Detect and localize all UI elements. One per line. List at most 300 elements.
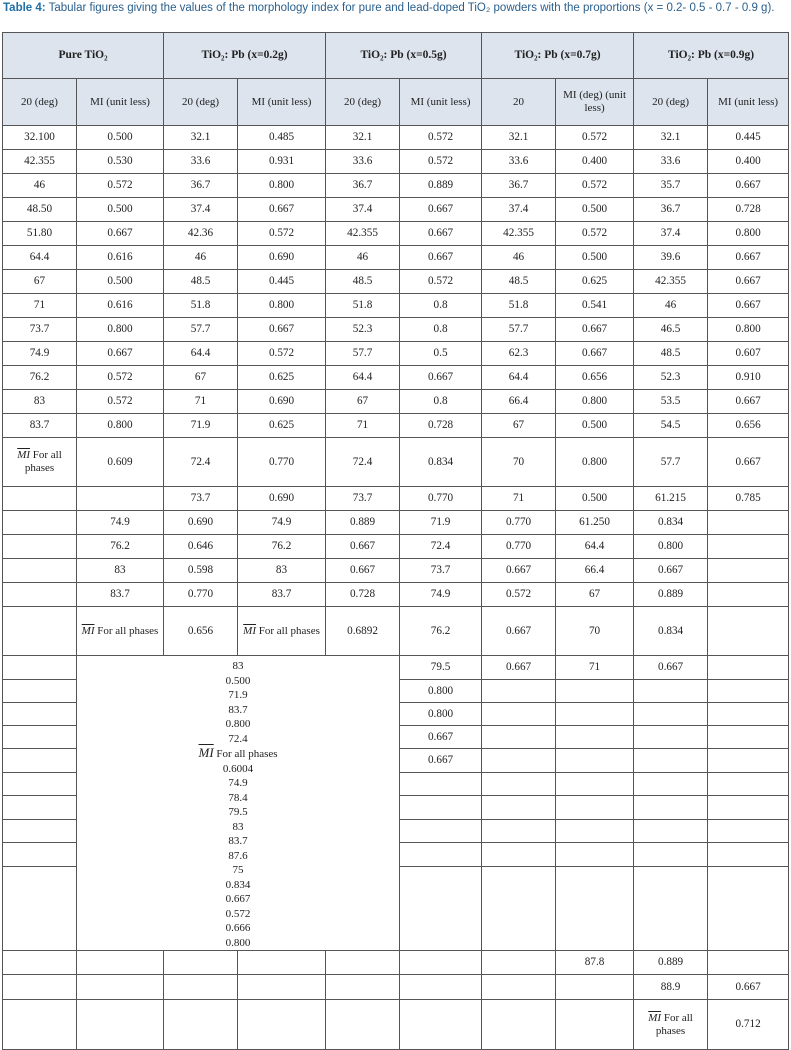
mi-all-phases-label	[238, 607, 326, 656]
table-cell	[634, 726, 708, 749]
table-cell: 0.667	[400, 366, 482, 390]
table-cell	[400, 975, 482, 1000]
table-cell: 70	[556, 607, 634, 656]
table-cell	[556, 680, 634, 703]
table-cell: 0.8	[400, 390, 482, 414]
table-cell	[482, 820, 556, 843]
subheader: 20 (deg)	[326, 79, 400, 126]
mi-label-text: For all phases	[97, 624, 159, 637]
stacked-value: 0.666	[225, 922, 251, 934]
table-cell: 67	[3, 270, 77, 294]
morphology-index-table	[2, 32, 789, 1050]
table-cell: 0.770	[400, 487, 482, 511]
table-cell: 73.7	[164, 487, 238, 511]
table-cell: 42.355	[482, 222, 556, 246]
table-cell	[400, 867, 482, 951]
table-cell: 0.445	[708, 126, 789, 150]
table-cell	[400, 1000, 482, 1050]
table-cell	[3, 773, 77, 796]
subheader: MI (unit less)	[400, 79, 482, 126]
table-cell: 0.667	[326, 535, 400, 559]
table-cell: 0.770	[164, 583, 238, 607]
table-cell	[238, 951, 326, 975]
table-cell: 83.7	[238, 583, 326, 607]
table-cell: 32.1	[164, 126, 238, 150]
table-cell: 79.5	[400, 656, 482, 680]
table-cell	[708, 749, 789, 773]
mi-summary-row	[3, 607, 789, 656]
table-cell: 37.4	[326, 198, 400, 222]
table-cell	[3, 703, 77, 726]
table-cell: 0.667	[400, 726, 482, 749]
table-cell	[3, 559, 77, 583]
table-cell: 0.800	[708, 222, 789, 246]
table-cell: 0.667	[708, 294, 789, 318]
table-cell	[482, 680, 556, 703]
table-cell: 0.625	[238, 366, 326, 390]
mi-all-phases-label	[77, 607, 164, 656]
table-cell	[77, 487, 164, 511]
table-cell: 0.500	[77, 126, 164, 150]
table-cell: 0.572	[238, 342, 326, 366]
table-cell	[556, 867, 634, 951]
subheader: 20 (deg)	[634, 79, 708, 126]
table-cell	[708, 867, 789, 951]
table-cell: 74.9	[400, 583, 482, 607]
stacked-value: 75	[232, 864, 244, 876]
table-cell: 0.667	[708, 174, 789, 198]
table-cell: 57.7	[164, 318, 238, 342]
table-cell: 0.500	[77, 198, 164, 222]
table-cell: 0.770	[482, 535, 556, 559]
table-cell: 0.625	[556, 270, 634, 294]
table-cell: 0.690	[238, 390, 326, 414]
table-cell	[482, 1000, 556, 1050]
table-cell: 0.667	[708, 270, 789, 294]
table-row	[3, 126, 789, 150]
table-cell: 83.7	[77, 583, 164, 607]
stacked-value: 72.4	[228, 732, 248, 745]
caption-text: Tabular figures giving the values of the morphology index for pure and lead-doped TiO₂ powders with the proportions (x = 0.2- 0.5 - 0.7 - 0.9 g).	[48, 2, 775, 14]
table-cell: 0.667	[400, 749, 482, 773]
table-row	[3, 559, 789, 583]
table-cell	[708, 951, 789, 975]
table-cell	[3, 951, 77, 975]
table-cell: 42.355	[634, 270, 708, 294]
table-cell: 0.889	[326, 511, 400, 535]
table-cell: 46	[482, 246, 556, 270]
subheader: MI (deg) (unit less)	[556, 79, 634, 126]
table-cell: 0.800	[556, 390, 634, 414]
table-cell	[77, 1000, 164, 1050]
table-cell: 36.7	[482, 174, 556, 198]
table-cell	[556, 796, 634, 820]
stacked-value: 71.9	[228, 689, 248, 701]
table-cell	[164, 975, 238, 1000]
table-cell: 0.690	[238, 487, 326, 511]
table-cell: 33.6	[634, 150, 708, 174]
table-cell: 61.250	[556, 511, 634, 535]
table-row	[3, 535, 789, 559]
table-cell: 0.690	[164, 511, 238, 535]
table-cell: 48.5	[482, 270, 556, 294]
table-cell: 52.3	[634, 366, 708, 390]
mi-label-text: For all phases	[24, 449, 62, 474]
table-cell: 46.5	[634, 318, 708, 342]
stacked-value: 0.834	[225, 878, 251, 891]
stacked-values	[77, 656, 400, 951]
table-cell: 76.2	[400, 607, 482, 656]
stacked-value: 87.6	[228, 849, 248, 862]
table-cell: 33.6	[164, 150, 238, 174]
table-cell: 71.9	[164, 414, 238, 438]
table-cell: 0.572	[77, 390, 164, 414]
table-cell: 0.690	[238, 246, 326, 270]
table-cell: 0.889	[634, 951, 708, 975]
table-cell: 0.616	[77, 294, 164, 318]
table-cell: 0.572	[400, 126, 482, 150]
table-cell: 67	[326, 390, 400, 414]
stacked-value: 83.7	[228, 703, 248, 716]
table-row	[3, 342, 789, 366]
table-cell	[3, 726, 77, 749]
table-row	[3, 318, 789, 342]
table-cell: 46	[634, 294, 708, 318]
table-cell: 32.1	[326, 126, 400, 150]
table-cell	[164, 1000, 238, 1050]
table-cell: 0.728	[326, 583, 400, 607]
table-cell: 0.607	[708, 342, 789, 366]
stacked-value: 0.667	[225, 893, 251, 905]
table-cell	[708, 820, 789, 843]
table-cell: 64.4	[164, 342, 238, 366]
table-cell: 0.400	[708, 150, 789, 174]
table-cell: 32.1	[482, 126, 556, 150]
table-cell: 66.4	[482, 390, 556, 414]
table-cell	[400, 796, 482, 820]
table-cell: 0.572	[400, 150, 482, 174]
table-cell: 0.770	[238, 438, 326, 487]
table-cell: 67	[482, 414, 556, 438]
table-cell: 42.355	[3, 150, 77, 174]
table-cell: 0.667	[326, 559, 400, 583]
mi-symbol: $\overline{MI}$	[648, 1011, 662, 1024]
table-cell: 76.2	[77, 535, 164, 559]
table-cell: 0.667	[238, 198, 326, 222]
mi-label-text: For all phases	[258, 624, 320, 637]
header-x09: TiO₂: Pb (x=0.9g)	[634, 33, 789, 79]
table-cell: 76.2	[3, 366, 77, 390]
table-cell: 0.667	[556, 318, 634, 342]
table-cell: 0.646	[164, 535, 238, 559]
header-group-row	[3, 33, 789, 79]
table-row	[3, 951, 789, 975]
table-cell: 0.667	[238, 318, 326, 342]
stacked-value: 83	[232, 660, 244, 672]
table-cell: 0.800	[400, 680, 482, 703]
table-cell: 74.9	[77, 511, 164, 535]
table-cell: 0.8	[400, 318, 482, 342]
table-cell: 51.8	[326, 294, 400, 318]
table-cell: 0.6892	[326, 607, 400, 656]
stacked-value: 0.800	[225, 936, 251, 949]
table-cell: 0.834	[634, 511, 708, 535]
table-cell: 37.4	[164, 198, 238, 222]
table-cell: 48.5	[634, 342, 708, 366]
table-cell: 64.4	[3, 246, 77, 270]
table-cell: 88.9	[634, 975, 708, 1000]
mi-label-text: For all phases	[216, 748, 278, 760]
table-cell: 0.656	[708, 414, 789, 438]
table-cell	[164, 951, 238, 975]
table-row	[3, 222, 789, 246]
table-cell: 64.4	[326, 366, 400, 390]
table-row	[3, 583, 789, 607]
table-cell: 0.931	[238, 150, 326, 174]
stacked-value: 74.9	[228, 777, 248, 789]
table-cell	[708, 559, 789, 583]
table-cell	[556, 1000, 634, 1050]
table-cell	[326, 975, 400, 1000]
table-cell: 0.667	[482, 559, 556, 583]
table-cell	[3, 511, 77, 535]
table-cell: 0.500	[77, 270, 164, 294]
table-cell: 0.572	[238, 222, 326, 246]
table-cell: 48.5	[326, 270, 400, 294]
table-cell: 0.834	[400, 438, 482, 487]
stacked-value: 83.7	[228, 835, 248, 847]
table-cell: 42.355	[326, 222, 400, 246]
table-cell	[482, 703, 556, 726]
table-cell: 0.667	[482, 656, 556, 680]
table-cell: 51.8	[164, 294, 238, 318]
table-row	[3, 511, 789, 535]
stacked-value: 83	[232, 820, 244, 833]
table-cell: 37.4	[482, 198, 556, 222]
table-cell: 73.7	[3, 318, 77, 342]
table-cell: 46	[164, 246, 238, 270]
table-cell: 0.800	[238, 294, 326, 318]
table-cell: 71	[3, 294, 77, 318]
table-cell	[708, 511, 789, 535]
table-cell: 46	[326, 246, 400, 270]
table-cell: 0.667	[708, 246, 789, 270]
table-row	[3, 294, 789, 318]
table-cell: 72.4	[400, 535, 482, 559]
table-cell	[77, 975, 164, 1000]
table-cell: 0.800	[556, 438, 634, 487]
table-cell: 72.4	[326, 438, 400, 487]
table-cell: 0.800	[708, 318, 789, 342]
table-cell	[3, 749, 77, 773]
table-cell	[634, 843, 708, 867]
table-cell	[3, 1000, 77, 1050]
table-cell	[326, 1000, 400, 1050]
table-cell: 0.656	[556, 366, 634, 390]
mi-symbol: $\overline{MI}$	[81, 624, 95, 637]
table-cell: 0.800	[400, 703, 482, 726]
table-cell	[556, 820, 634, 843]
header-pure: Pure TiO₂	[3, 33, 164, 79]
subheader: 20 (deg)	[164, 79, 238, 126]
table-cell	[3, 607, 77, 656]
table-cell	[3, 656, 77, 680]
table-cell	[326, 951, 400, 975]
table-cell: 0.728	[708, 198, 789, 222]
table-row	[3, 198, 789, 222]
mi-symbol: $\overline{MI}$	[243, 624, 256, 637]
table-cell	[3, 680, 77, 703]
table-cell: 0.667	[400, 246, 482, 270]
table-cell: 73.7	[326, 487, 400, 511]
table-cell	[634, 820, 708, 843]
table-cell: 36.7	[326, 174, 400, 198]
table-cell: 0.400	[556, 150, 634, 174]
table-cell	[238, 1000, 326, 1050]
table-row	[3, 174, 789, 198]
table-cell: 0.910	[708, 366, 789, 390]
table-cell	[400, 951, 482, 975]
table-cell	[482, 773, 556, 796]
table-cell: 0.656	[164, 607, 238, 656]
table-cell: 0.500	[556, 487, 634, 511]
table-cell: 0.572	[556, 222, 634, 246]
table-cell: 83	[77, 559, 164, 583]
table-cell: 0.572	[77, 174, 164, 198]
table-cell: 0.667	[77, 222, 164, 246]
header-sub-row	[3, 79, 789, 126]
table-cell: 71	[482, 487, 556, 511]
stacked-value: 0.500	[225, 674, 251, 687]
table-cell: 83	[238, 559, 326, 583]
table-cell: 0.667	[400, 198, 482, 222]
table-cell	[556, 749, 634, 773]
table-cell: 64.4	[556, 535, 634, 559]
table-cell: 46	[3, 174, 77, 198]
table-cell	[400, 773, 482, 796]
table-cell	[556, 726, 634, 749]
table-cell: 0.485	[238, 126, 326, 150]
table-cell: 0.5	[400, 342, 482, 366]
table-cell: 32.1	[634, 126, 708, 150]
table-cell	[482, 843, 556, 867]
table-cell: 53.5	[634, 390, 708, 414]
mi-all-phases-label	[634, 1000, 708, 1050]
table-cell: 42.36	[164, 222, 238, 246]
table-cell: 32.100	[3, 126, 77, 150]
table-cell	[634, 796, 708, 820]
table-cell: 36.7	[164, 174, 238, 198]
table-row	[3, 414, 789, 438]
table-cell: 0.500	[556, 198, 634, 222]
mi-summary-row	[3, 438, 789, 487]
table-cell	[3, 535, 77, 559]
table-cell: 0.500	[556, 414, 634, 438]
table-cell: 0.598	[164, 559, 238, 583]
table-cell	[556, 773, 634, 796]
table-cell: 83.7	[3, 414, 77, 438]
table-cell	[400, 820, 482, 843]
table-cell	[708, 726, 789, 749]
table-cell: 0.572	[556, 126, 634, 150]
table-cell	[634, 703, 708, 726]
table-cell	[634, 749, 708, 773]
table-cell: 66.4	[556, 559, 634, 583]
stacked-value: 79.5	[228, 806, 248, 818]
table-cell: 0.667	[634, 656, 708, 680]
table-cell: 0.667	[556, 342, 634, 366]
table-cell: 0.625	[238, 414, 326, 438]
table-cell: 52.3	[326, 318, 400, 342]
table-cell: 0.500	[556, 246, 634, 270]
table-cell: 0.530	[77, 150, 164, 174]
table-cell: 33.6	[326, 150, 400, 174]
table-cell	[3, 843, 77, 867]
table-cell: 67	[556, 583, 634, 607]
table-cell: 36.7	[634, 198, 708, 222]
table-cell	[708, 656, 789, 680]
table-cell: 67	[164, 366, 238, 390]
table-cell: 0.667	[400, 222, 482, 246]
table-cell: 0.800	[238, 174, 326, 198]
table-cell: 62.3	[482, 342, 556, 366]
table-cell: 48.5	[164, 270, 238, 294]
table-cell: 57.7	[634, 438, 708, 487]
table-cell: 0.667	[708, 438, 789, 487]
table-cell	[708, 583, 789, 607]
table-cell: 71	[326, 414, 400, 438]
table-cell	[634, 680, 708, 703]
table-cell	[556, 703, 634, 726]
table-cell: 0.667	[634, 559, 708, 583]
header-x02: TiO₂: Pb (x=0.2g)	[164, 33, 326, 79]
table-row	[3, 1000, 789, 1050]
table-row	[3, 656, 789, 680]
table-cell	[708, 843, 789, 867]
table-cell	[482, 796, 556, 820]
mi-symbol: $\overline{MI}$	[17, 449, 31, 461]
stacked-value: 0.6004	[222, 762, 254, 775]
stacked-value: 0.800	[225, 718, 251, 730]
table-row	[3, 390, 789, 414]
table-cell: 0.667	[708, 390, 789, 414]
table-cell: 0.572	[77, 366, 164, 390]
table-cell: 74.9	[238, 511, 326, 535]
table-cell: 39.6	[634, 246, 708, 270]
table-cell: 83	[3, 390, 77, 414]
stacked-value: 78.4	[228, 791, 248, 804]
table-cell	[482, 951, 556, 975]
table-cell: 0.572	[482, 583, 556, 607]
table-cell: 87.8	[556, 951, 634, 975]
mi-all-phases-label	[79, 746, 397, 762]
table-cell	[3, 867, 77, 951]
table-cell	[3, 820, 77, 843]
table-cell: 70	[482, 438, 556, 487]
table-cell	[708, 773, 789, 796]
table-cell	[708, 535, 789, 559]
table-cell	[482, 749, 556, 773]
table-cell: 0.800	[77, 318, 164, 342]
table-cell	[77, 951, 164, 975]
table-cell: 71	[556, 656, 634, 680]
table-cell: 48.50	[3, 198, 77, 222]
table-cell: 51.8	[482, 294, 556, 318]
table-cell	[238, 975, 326, 1000]
table-cell: 0.889	[400, 174, 482, 198]
table-cell: 61.215	[634, 487, 708, 511]
table-cell: 0.616	[77, 246, 164, 270]
